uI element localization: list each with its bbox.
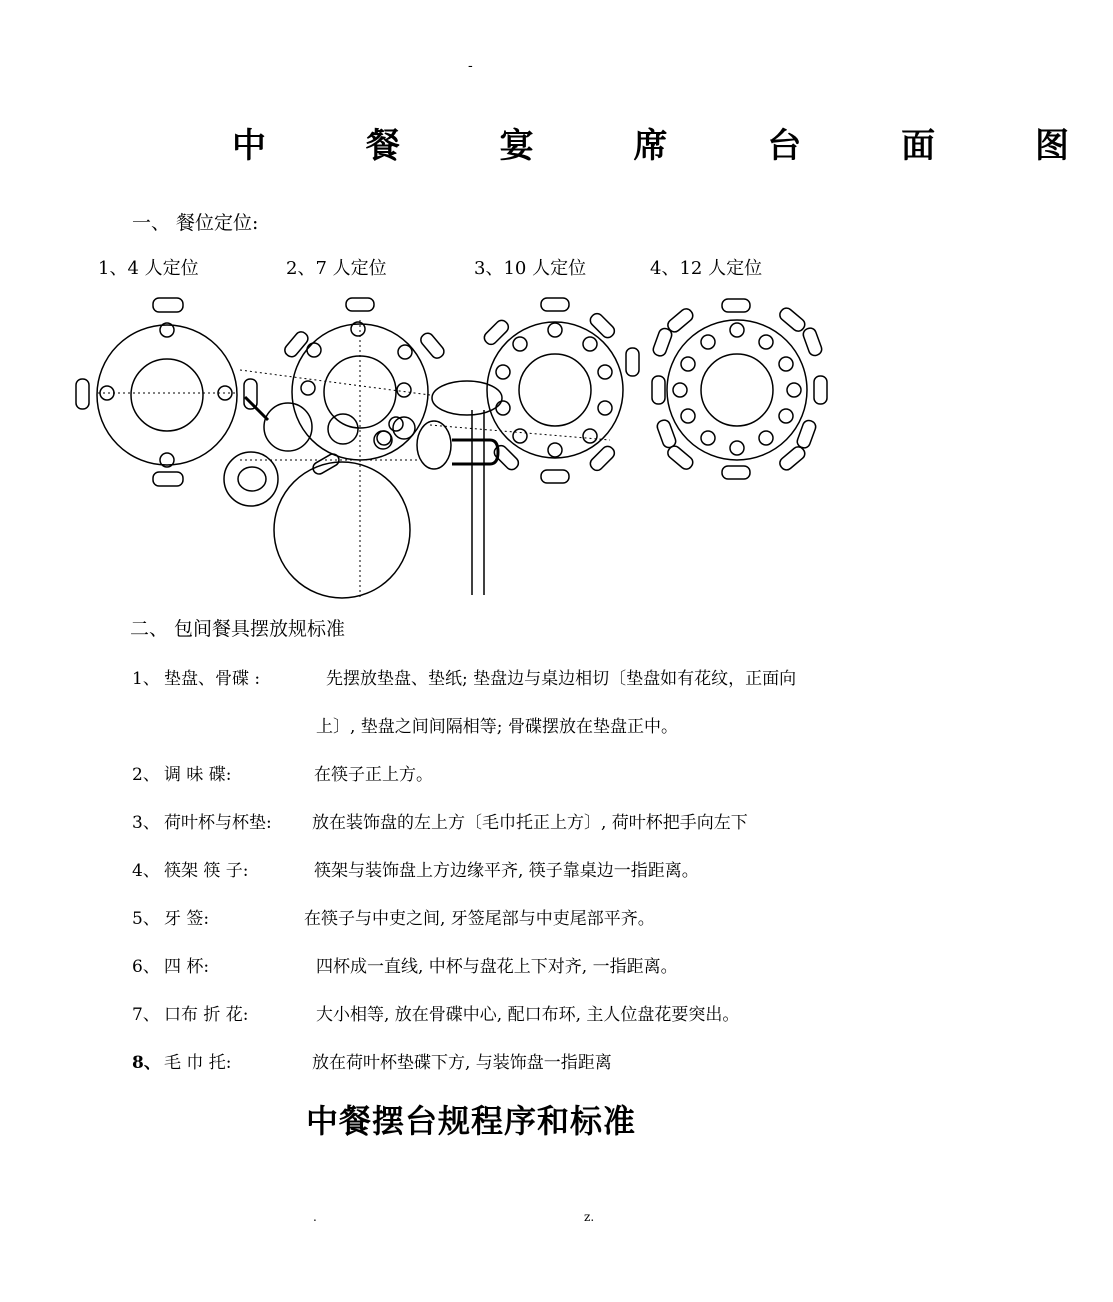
label-12-seats: 4、12 人定位 bbox=[650, 258, 763, 279]
item-4-label: 筷架 筷 子: bbox=[164, 861, 249, 881]
item-1-text: 先摆放垫盘、垫纸; 垫盘边与桌边相切〔垫盘如有花纹，正面向 bbox=[326, 669, 797, 689]
item-1-text-cont: 上〕, 垫盘之间间隔相等; 骨碟摆放在垫盘正中。 bbox=[316, 717, 678, 737]
label-10-seats: 3、10 人定位 bbox=[474, 258, 587, 279]
item-5-label: 牙 签: bbox=[164, 909, 210, 929]
item-5-text: 在筷子与中吏之间, 牙签尾部与中吏尾部平齐。 bbox=[304, 909, 655, 929]
label-7-seats: 2、7 人定位 bbox=[286, 258, 387, 279]
table-7-seats bbox=[240, 298, 446, 600]
header-mark: - bbox=[468, 58, 473, 74]
item-2-num: 2、 bbox=[132, 765, 160, 785]
table-12-seats bbox=[652, 299, 827, 479]
item-8-label: 毛 巾 托: bbox=[164, 1053, 232, 1073]
label-4-seats: 1、4 人定位 bbox=[98, 258, 199, 279]
item-6-label: 四 杯: bbox=[164, 957, 210, 977]
section2-heading: 二、 包间餐具摆放规标准 bbox=[130, 618, 346, 640]
footer-right-mark: z. bbox=[584, 1210, 595, 1224]
item-1-num: 1、 bbox=[132, 669, 160, 689]
section1-heading: 一、 餐位定位: bbox=[132, 212, 259, 234]
item-7-label: 口布 折 花: bbox=[164, 1005, 249, 1025]
page-title: 中 餐 宴 席 台 面 图 bbox=[232, 126, 1113, 166]
item-7-num: 7、 bbox=[132, 1005, 160, 1025]
item-6-num: 6、 bbox=[132, 957, 160, 977]
item-3-text: 放在装饰盘的左上方〔毛巾托正上方〕, 荷叶杯把手向左下 bbox=[312, 813, 748, 833]
item-3-label: 荷叶杯与杯垫: bbox=[164, 813, 272, 833]
item-4-num: 4、 bbox=[132, 861, 160, 881]
place-setting-detail bbox=[224, 381, 502, 598]
table-4-seats bbox=[76, 298, 257, 486]
procedure-title: 中餐摆台规程序和标准 bbox=[306, 1102, 637, 1140]
item-8-num: 8、 bbox=[132, 1053, 161, 1073]
item-7-text: 大小相等, 放在骨碟中心, 配口布环, 主人位盘花要突出。 bbox=[316, 1005, 740, 1025]
item-1-label: 垫盘、骨碟 : bbox=[164, 669, 261, 689]
item-6-text: 四杯成一直线, 中杯与盘花上下对齐, 一指距离。 bbox=[316, 957, 678, 977]
footer-left-mark: . bbox=[313, 1210, 317, 1224]
item-8-text: 放在荷叶杯垫碟下方, 与装饰盘一指距离 bbox=[312, 1053, 612, 1073]
table-10-seats bbox=[430, 298, 639, 483]
item-2-label: 调 味 碟: bbox=[164, 765, 232, 785]
item-5-num: 5、 bbox=[132, 909, 160, 929]
item-3-num: 3、 bbox=[132, 813, 160, 833]
item-4-text: 筷架与装饰盘上方边缘平齐, 筷子靠桌边一指距离。 bbox=[314, 861, 699, 881]
item-2-text: 在筷子正上方。 bbox=[314, 765, 433, 785]
